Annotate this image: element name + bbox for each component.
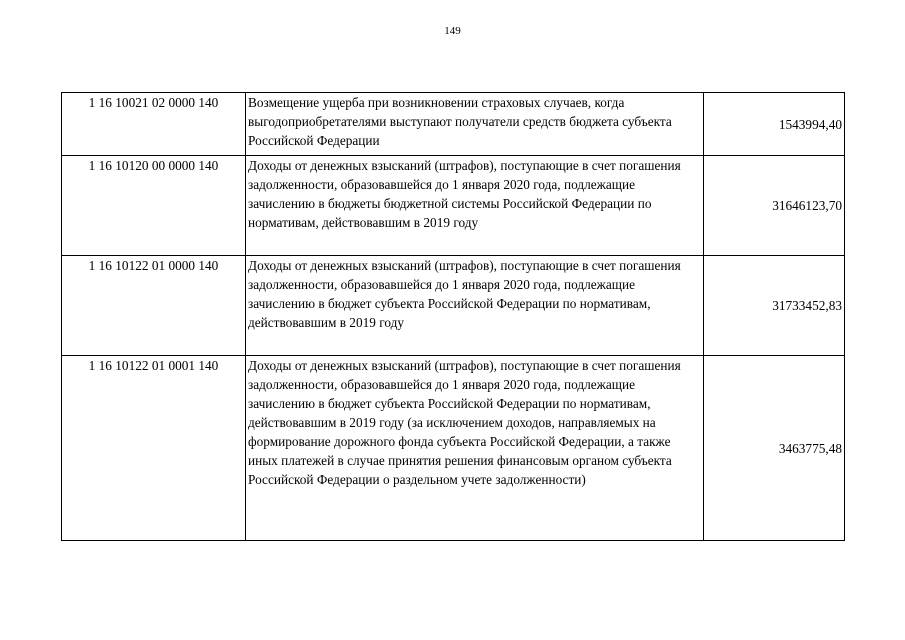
budget-code-cell: 1 16 10122 01 0001 140: [62, 356, 246, 541]
budget-code-cell: 1 16 10120 00 0000 140: [62, 156, 246, 256]
description-cell: Доходы от денежных взысканий (штрафов), поступающие в счет погашения задолженности, образовавшейся до 1 января 2020 года, подлежащие зачислению в бюджет субъекта Российской Федерации по нормативам, действовавшим в 2019 году: [246, 256, 704, 356]
page-number: 149: [444, 25, 461, 37]
revenue-table: [61, 92, 845, 541]
table-row: [62, 156, 845, 256]
table-row: [62, 256, 845, 356]
amount-cell: 3463775,48: [704, 356, 845, 541]
budget-code-cell: 1 16 10021 02 0000 140: [62, 93, 246, 156]
description-cell: Возмещение ущерба при возникновении страховых случаев, когда выгодоприобретателями выступают получатели средств бюджета субъекта Российской Федерации: [246, 93, 704, 156]
description-cell: Доходы от денежных взысканий (штрафов), поступающие в счет погашения задолженности, образовавшейся до 1 января 2020 года, подлежащие зачислению в бюджеты бюджетной системы Российской Федерации по нормативам, действовавшим в 2019 году: [246, 156, 704, 256]
table-row: [62, 356, 845, 541]
table-row: [62, 93, 845, 156]
budget-code-cell: 1 16 10122 01 0000 140: [62, 256, 246, 356]
description-cell: Доходы от денежных взысканий (штрафов), поступающие в счет погашения задолженности, образовавшейся до 1 января 2020 года, подлежащие зачислению в бюджет субъекта Российской Федерации по нормативам, действовавшим в 2019 году (за исключением доходов, направляемых на формирование дорожного фонда субъекта Российской Федерации, а также иных платежей в случае принятия решения финансовым органом субъекта Российской Федерации о раздельном учете задолженности): [246, 356, 704, 541]
amount-cell: 31646123,70: [704, 156, 845, 256]
amount-cell: 1543994,40: [704, 93, 845, 156]
amount-cell: 31733452,83: [704, 256, 845, 356]
